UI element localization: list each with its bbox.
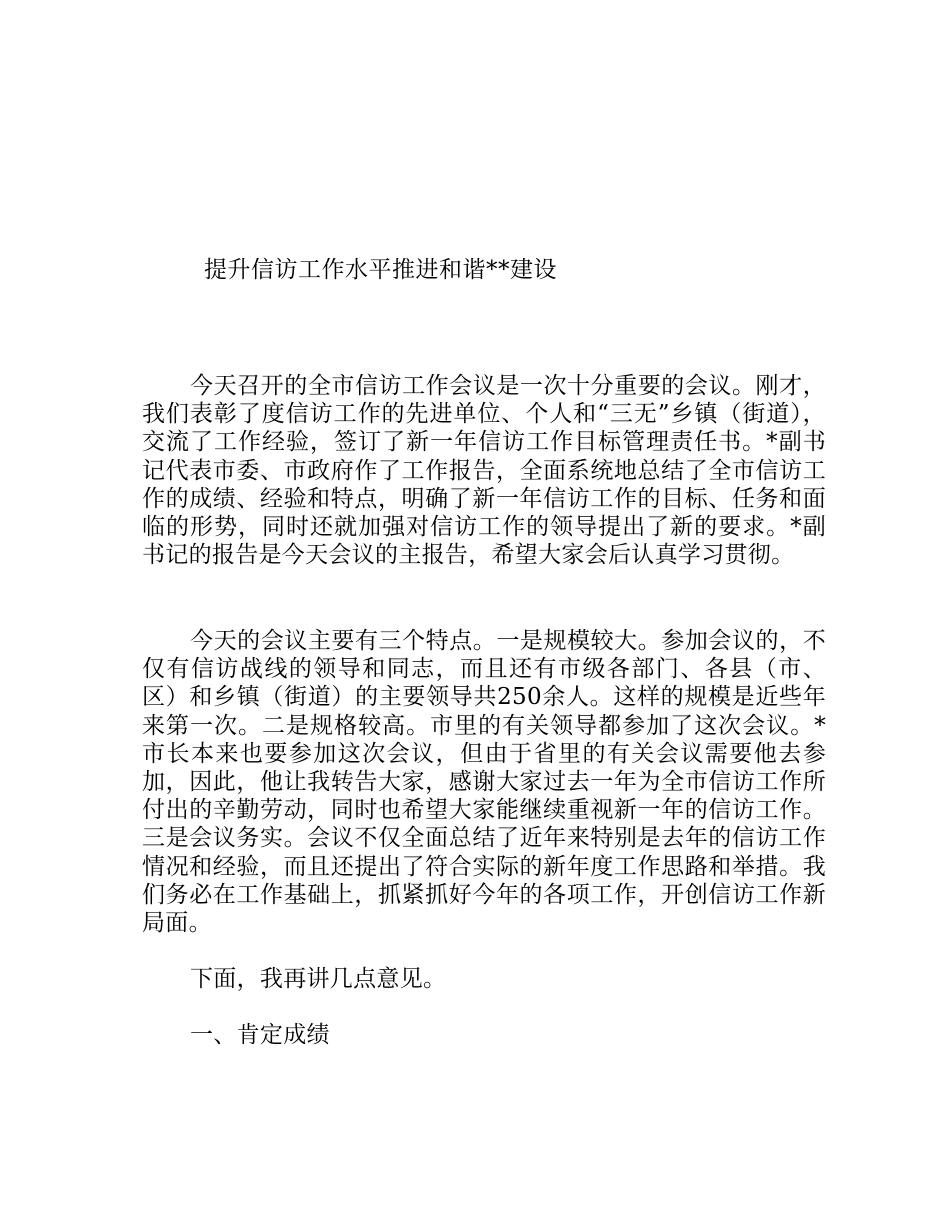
paragraph-opinions-lead: 下面，我再讲几点意见。 — [190, 966, 447, 992]
section-heading-affirm-achievements: 一、肯定成绩 — [190, 1022, 330, 1048]
document-title: 提升信访工作水平推进和谐**建设 — [204, 257, 557, 283]
paragraph-meeting-features: 今天的会议主要有三个特点。一是规模较大。参加会议的，不仅有信访战线的领导和同志，而且还有市级各部门、各县（市、区）和乡镇（街道）的主要领导共250余人。这样的规模是近些年来第一次。二是规格较高。市里的有关领导都参加了这次会议。*市长本来也要参加这次会议，但由于省里的有关会议需要他去参加，因此，他让我转告大家，感谢大家过去一年为全市信访工作所付出的辛勤劳动，同时也希望大家能继续重视新一年的信访工作。三是会议务实。会议不仅全面总结了近年来特别是去年的信访工作情况和经验，而且还提出了符合实际的新年度工作思路和举措。我们务必在工作基础上，抓紧抓好今年的各项工作，开创信访工作新局面。 — [142, 628, 826, 937]
paragraph-meeting-intro: 今天召开的全市信访工作会议是一次十分重要的会议。刚才，我们表彰了度信访工作的先进单位、个人和“三无”乡镇（街道），交流了工作经验，签订了新一年信访工作目标管理责任书。*副书记代表市委、市政府作了工作报告，全面系统地总结了全市信访工作的成绩、经验和特点，明确了新一年信访工作的目标、任务和面临的形势，同时还就加强对信访工作的领导提出了新的要求。*副书记的报告是今天会议的主报告，希望大家会后认真学习贯彻。 — [142, 373, 826, 569]
